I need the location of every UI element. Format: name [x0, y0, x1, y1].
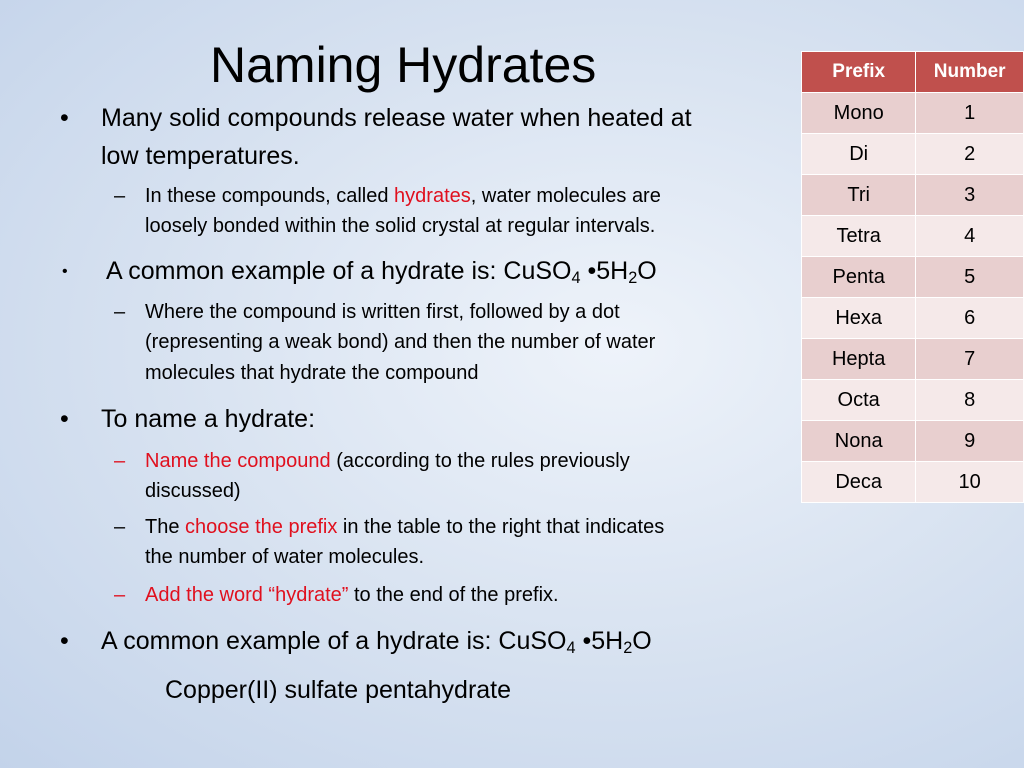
text-run: The [145, 516, 186, 538]
text-run: A common example of a hydrate is: CuSO [101, 627, 567, 655]
text-run: O [632, 627, 652, 655]
table-row [802, 339, 1024, 380]
table-row [802, 380, 1024, 421]
cell-prefix: Di [802, 134, 916, 175]
table-row [802, 93, 1024, 134]
cell-number: 9 [916, 421, 1024, 462]
table-row [802, 257, 1024, 298]
bullet-1-line-1: Many solid compounds release water when heated at [101, 104, 692, 132]
bullet-3-line: To name a hydrate: [101, 405, 316, 433]
table-row [802, 462, 1024, 503]
cell-prefix: Mono [802, 93, 916, 134]
subscript: 2 [628, 269, 638, 288]
cell-number: 3 [916, 175, 1024, 216]
table-row [802, 134, 1024, 175]
cell-prefix: Hepta [802, 339, 916, 380]
subscript: 2 [623, 639, 633, 658]
highlight-hydrates: hydrates [394, 185, 471, 207]
cell-prefix: Penta [802, 257, 916, 298]
cell-prefix: Hexa [802, 298, 916, 339]
table-row [802, 216, 1024, 257]
text-run: (according to the rules previously [330, 450, 630, 472]
dash-marker: – [114, 301, 126, 323]
text-run: A common example of a hydrate is: CuSO [106, 257, 572, 285]
bullet-marker: • [60, 405, 69, 433]
dash-marker-red: – [114, 584, 126, 606]
subscript: 4 [571, 269, 581, 288]
cell-number: 10 [916, 462, 1024, 503]
text-run: In these compounds, called [145, 185, 395, 207]
bullet-marker-small: • [62, 263, 68, 280]
slide-title: Naming Hydrates [210, 37, 597, 93]
bullet-2-formula-line [106, 252, 657, 290]
text-run: •5H [575, 627, 624, 655]
bullet-1-sub-1-line-2: loosely bonded within the solid crystal at regular intervals. [145, 215, 656, 237]
bullet-marker: • [60, 627, 69, 655]
cell-number: 4 [916, 216, 1024, 257]
dash-marker: – [114, 185, 126, 207]
text-run: O [637, 257, 657, 285]
cell-prefix: Deca [802, 462, 916, 503]
bullet-1-sub-1-line-1 [145, 181, 661, 211]
bullet-marker: • [60, 104, 69, 132]
header-prefix: Prefix [802, 52, 916, 93]
text-run: •5H [580, 257, 629, 285]
cell-number: 6 [916, 298, 1024, 339]
highlight-name-compound: Name the compound [145, 450, 331, 472]
prefix-table [801, 51, 1024, 503]
dash-marker: – [114, 516, 126, 538]
text-run: , water molecules are [470, 185, 661, 207]
bullet-2-sub-1-line-1: Where the compound is written first, followed by a dot [145, 301, 620, 323]
cell-number: 2 [916, 134, 1024, 175]
text-run: in the table to the right that indicates [337, 516, 665, 538]
cell-prefix: Tetra [802, 216, 916, 257]
header-number: Number [916, 52, 1024, 93]
cell-number: 7 [916, 339, 1024, 380]
table-header-row [802, 52, 1024, 93]
cell-number: 5 [916, 257, 1024, 298]
bullet-1-line-2: low temperatures. [101, 142, 300, 170]
cell-prefix: Nona [802, 421, 916, 462]
subscript: 4 [566, 639, 576, 658]
cell-prefix: Octa [802, 380, 916, 421]
dash-marker-red: – [114, 450, 126, 472]
highlight-choose-prefix: choose the prefix [185, 516, 338, 538]
cell-number: 1 [916, 93, 1024, 134]
bullet-3-sub-2-line-2: the number of water molecules. [145, 546, 425, 568]
table-row [802, 298, 1024, 339]
table-row [802, 421, 1024, 462]
bullet-3-sub-1-line-1 [145, 446, 630, 476]
text-run: to the end of the prefix. [348, 584, 559, 606]
bullet-2-sub-1-line-2: (representing a weak bond) and then the number of water [145, 331, 656, 353]
cell-prefix: Tri [802, 175, 916, 216]
bullet-3-sub-3-line [145, 580, 559, 610]
bullet-4-continuation: Copper(II) sulfate pentahydrate [165, 676, 512, 704]
bullet-3-sub-1-line-2: discussed) [145, 480, 241, 502]
highlight-add-hydrate: Add the word “hydrate” [145, 584, 349, 606]
bullet-4-formula-line [101, 622, 652, 660]
bullet-3-sub-2-line-1 [145, 512, 664, 542]
bullet-2-sub-1-line-3: molecules that hydrate the compound [145, 362, 479, 384]
table-row [802, 175, 1024, 216]
cell-number: 8 [916, 380, 1024, 421]
